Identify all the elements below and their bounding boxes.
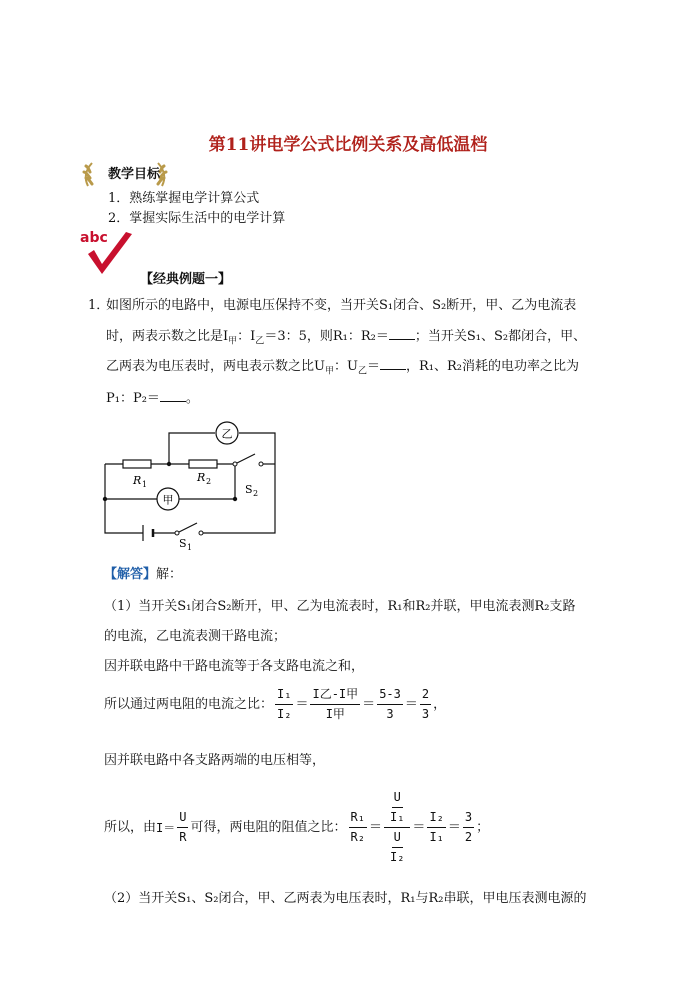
text: ； [476,819,490,835]
text: 解： [156,567,183,582]
label-r2: R [197,471,206,484]
text: ＝3：5，则R₁：R₂＝ [264,329,389,344]
denominator: 3 [421,707,430,721]
checkmark-icon [80,230,140,278]
text: I＝ [156,820,176,835]
resistor-r1 [123,460,151,468]
denominator: I甲 [325,707,345,721]
problem-line [106,389,199,408]
text: ＝ [362,696,376,712]
logo-text: abc [80,230,108,246]
text: 可得，两电阻的阻值之比： [190,819,347,835]
text: ＝ [412,819,426,835]
resistor-r2 [189,460,217,468]
label-s2: S [245,483,253,496]
label-r1: R [133,474,142,487]
denominator: R₂ [350,830,365,844]
answer-blank[interactable] [389,327,415,340]
text: ：U [333,359,358,374]
problem-line [106,357,579,381]
solution-line: 因并联电路中干路电流等于各支路电流之和， [104,659,365,674]
subscript: 甲 [228,336,238,347]
text: 乙两表为电压表时，两电表示数之比U [106,359,325,374]
fraction [177,810,188,845]
fraction [310,687,360,722]
denominator: I₂ [389,850,405,864]
abc-check-logo [80,230,140,278]
solution-line: 的电流，乙电流表测干路电流； [104,629,287,644]
text: 。 [185,391,199,406]
denominator: 2 [464,830,473,844]
problem-number: 1． [88,298,110,313]
numerator: 5-3 [377,687,403,705]
subscript: 乙 [255,336,265,347]
label-sub: 2 [253,489,259,498]
numerator: U [177,810,188,828]
denominator [384,828,410,865]
label-s1: S [179,537,187,550]
text: ＝ [295,696,309,712]
example-heading: 【经典例题一】 [140,272,232,287]
denominator: I₂ [277,707,292,721]
denominator: I₁ [389,810,405,824]
numerator: I₂ [427,810,445,828]
text: ＝ [404,696,418,712]
answer-label: 【解答】 [104,567,157,582]
fraction [427,810,445,845]
numerator: I乙-I甲 [310,687,360,705]
subscript: 甲 [324,366,334,377]
text: ＝ [366,359,380,374]
numerator: U [392,790,403,808]
circuit-diagram [95,415,285,555]
fraction [420,687,431,722]
text: 时，两表示数之比是I [106,329,229,344]
denominator: R [179,830,187,844]
subscript: 乙 [357,366,367,377]
numerator: I₁ [275,687,293,705]
label-sub: 2 [206,477,212,486]
fraction [388,830,406,865]
meter-label: 甲 [162,493,174,507]
text: ＝ [368,819,382,835]
goal-item: 1．熟练掌握电学计算公式 [108,191,260,206]
numerator: 3 [463,810,474,828]
fraction [377,687,403,722]
text: ＝ [447,819,461,835]
text: 所以通过两电阻的电流之比： [104,696,274,712]
fraction [349,810,367,845]
fraction [275,687,293,722]
equation-current-ratio [104,687,446,722]
compound-fraction [384,790,410,865]
solution-line: 因并联电路中各支路两端的电压相等， [104,753,326,768]
text: ， [433,696,447,712]
answer-blank[interactable] [380,357,406,370]
equation-resistance-ratio [104,790,489,865]
answer-blank[interactable] [160,389,186,402]
fraction [463,810,474,845]
label-sub: 1 [142,480,148,489]
label-sub: 1 [187,543,193,552]
problem-line: 如图所示的电路中，电源电压保持不变，当开关S₁闭合、S₂断开，甲、乙为电流表 [106,298,577,313]
denominator: 3 [386,707,394,721]
goal-item: 2．掌握实际生活中的电学计算 [108,211,286,226]
text: ：I [237,329,256,344]
text: 所以，由 [104,819,157,835]
solution-heading [104,566,182,584]
numerator: R₁ [349,810,367,828]
text: ，R₁、R₂消耗的电功率之比为 [405,359,579,374]
denominator: I₁ [429,830,444,844]
text: P₁：P₂＝ [106,391,160,406]
meter-label: 乙 [221,427,233,441]
numerator [384,790,410,828]
fraction [388,790,406,825]
solution-line: （2）当开关S₁、S₂闭合，甲、乙两表为电压表时，R₁与R₂串联，甲电压表测电源的 [104,891,587,906]
switch-s1 [177,523,197,533]
numerator: 2 [420,687,431,705]
numerator: U [392,830,403,848]
section-heading: 教学目标 [108,167,161,182]
problem-line [106,327,586,351]
page-title: 第11讲电学公式比例关系及高低温档 [208,135,488,155]
text: ；当开关S₁、S₂都闭合，甲、 [414,329,587,344]
solution-line: （1）当开关S₁闭合S₂断开，甲、乙为电流表时，R₁和R₂并联，甲电流表测R₂支路 [104,599,576,614]
